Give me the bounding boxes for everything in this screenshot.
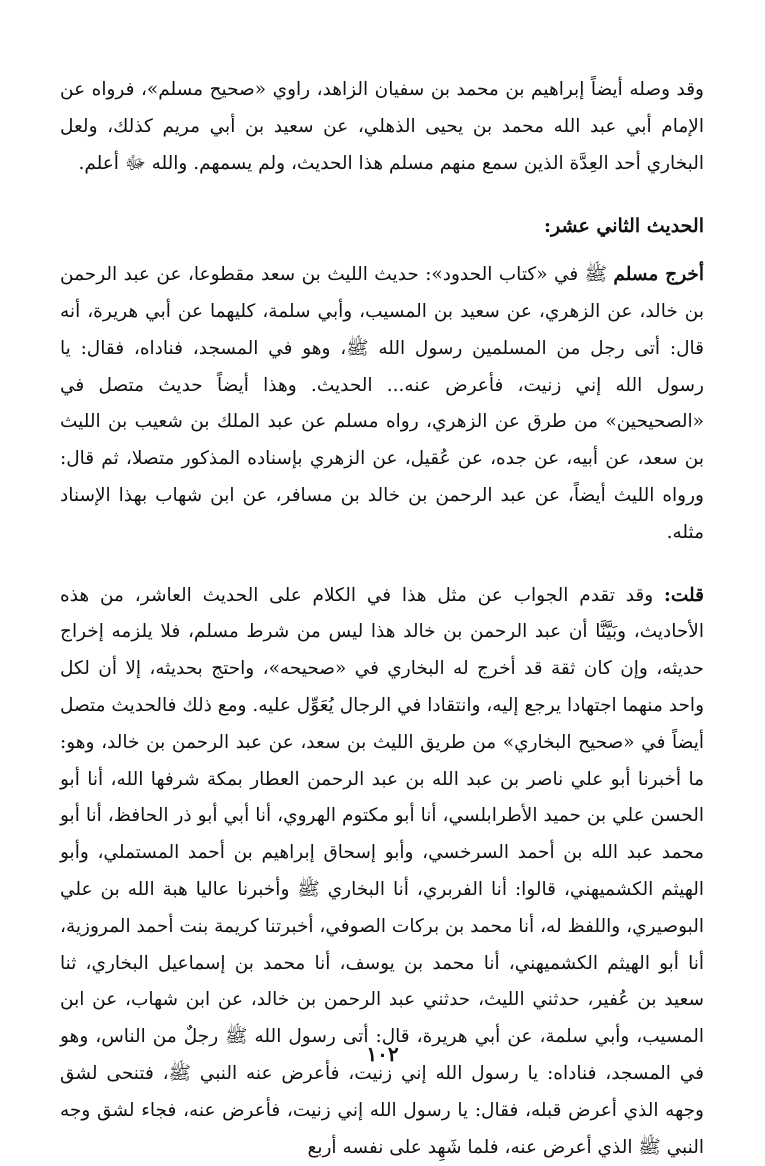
paragraph-2-body: ﷺ في «كتاب الحدود»: حديث الليث بن سعد مقطوعا، عن عبد الرحمن بن خالد، عن الزهري، عن سعيد بن المسيب، وأبي سلمة، كليهما عن أبي هريرة، أنه قال: أتى رجل من المسلمين رسول الله ﷺ، وهو في المسجد، فناداه، فقال: يا رسول الله إني زنيت، فأعرض عنه... الحديث. وهذا أيضاً حديث متصل في «الصحيحين» من طرق عن الزهري، رواه مسلم عن عبد الملك بن شعيب بن الليث بن سعد، عن أبيه، عن جده، عن عُقيل، عن الزهري بإسناده المذكور متصلا، ثم قال: ورواه الليث أيضاً، عن عبد الرحمن بن خالد بن مسافر، عن ابن شهاب بهذا الإسناد مثله. <box>60 264 704 543</box>
paragraph-3-lead: قلت: <box>664 584 704 606</box>
page-number: ١٠٢ <box>366 1042 399 1066</box>
page-body <box>60 72 704 1166</box>
paragraph-3 <box>60 578 704 1166</box>
paragraph-1: وقد وصله أيضاً إبراهيم بن محمد بن سفيان الزاهد، راوي «صحيح مسلم»، فرواه عن الإمام أبي عبد الله محمد بن يحيى الذهلي، عن سعيد بن أبي مريم كذلك، ولعل البخاري أحد العِدَّة الذين سمع منهم مسلم هذا الحديث، ولم يسمهم. والله ﷻ أعلم. <box>60 79 704 174</box>
section-heading-hadith-12: الحديث الثاني عشر: <box>544 215 704 238</box>
paragraph-2-lead: أخرج مسلم <box>613 264 704 286</box>
paragraph-3-body: وقد تقدم الجواب عن مثل هذا في الكلام على الحديث العاشر، من هذه الأحاديث، وبَيَّنَّا أن عبد الرحمن بن خالد هذا ليس من شرط مسلم، فلا يلزمه إخراج حديثه، وإن كان ثقة قد أخرج له البخاري في «صحيحه»، واحتج بحديثه، إلا أن لكل واحد منهما اجتهادا يرجع إليه، وانتقادا في الرجال يُعَوِّل عليه. ومع ذلك فالحديث متصل أيضاً في «صحيح البخاري» من طريق الليث بن سعد، عن عبد الرحمن بن خالد، وهو: ما أخبرنا أبو علي ناصر بن عبد الله بن عبد الرحمن العطار بمكة شرفها الله، أنا أبو الحسن علي بن حميد الأطرابلسي، أنا أبو مكتوم الهروي، أنا أبي أبو ذر الحافظ، أنا أبو محمد عبد الله بن أحمد السرخسي، وأبو إسحاق إبراهيم بن أحمد المستملي، وأبو الهيثم الكشميهني، قالوا: أنا الفربري، أنا البخاري ﷺ وأخبرنا عاليا هبة الله بن علي البوصيري، واللفظ له، أنا محمد بن بركات الصوفي، أخبرتنا كريمة بنت أحمد المروزية، أنا أبو الهيثم الكشميهني، أنا محمد بن يوسف، أنا محمد بن إسماعيل البخاري، ثنا سعيد بن عُفير، حدثني الليث، حدثني عبد الرحمن بن خالد، عن ابن شهاب، عن ابن المسيب، وأبي سلمة، عن أبي هريرة، قال: أتى رسول الله ﷺ رجلٌ من الناس، وهو في المسجد، فناداه: يا رسول الله إني زنيت، فأعرض عنه النبي ﷺ، فتنحى لشق وجهه الذي أعرض قبله، فقال: يا رسول الله إني زنيت، فأعرض عنه، فجاء لشق وجه النبي ﷺ الذي أعرض عنه، فلما شَهِد على نفسه أربع <box>60 584 704 1158</box>
paragraph-2 <box>60 257 704 551</box>
